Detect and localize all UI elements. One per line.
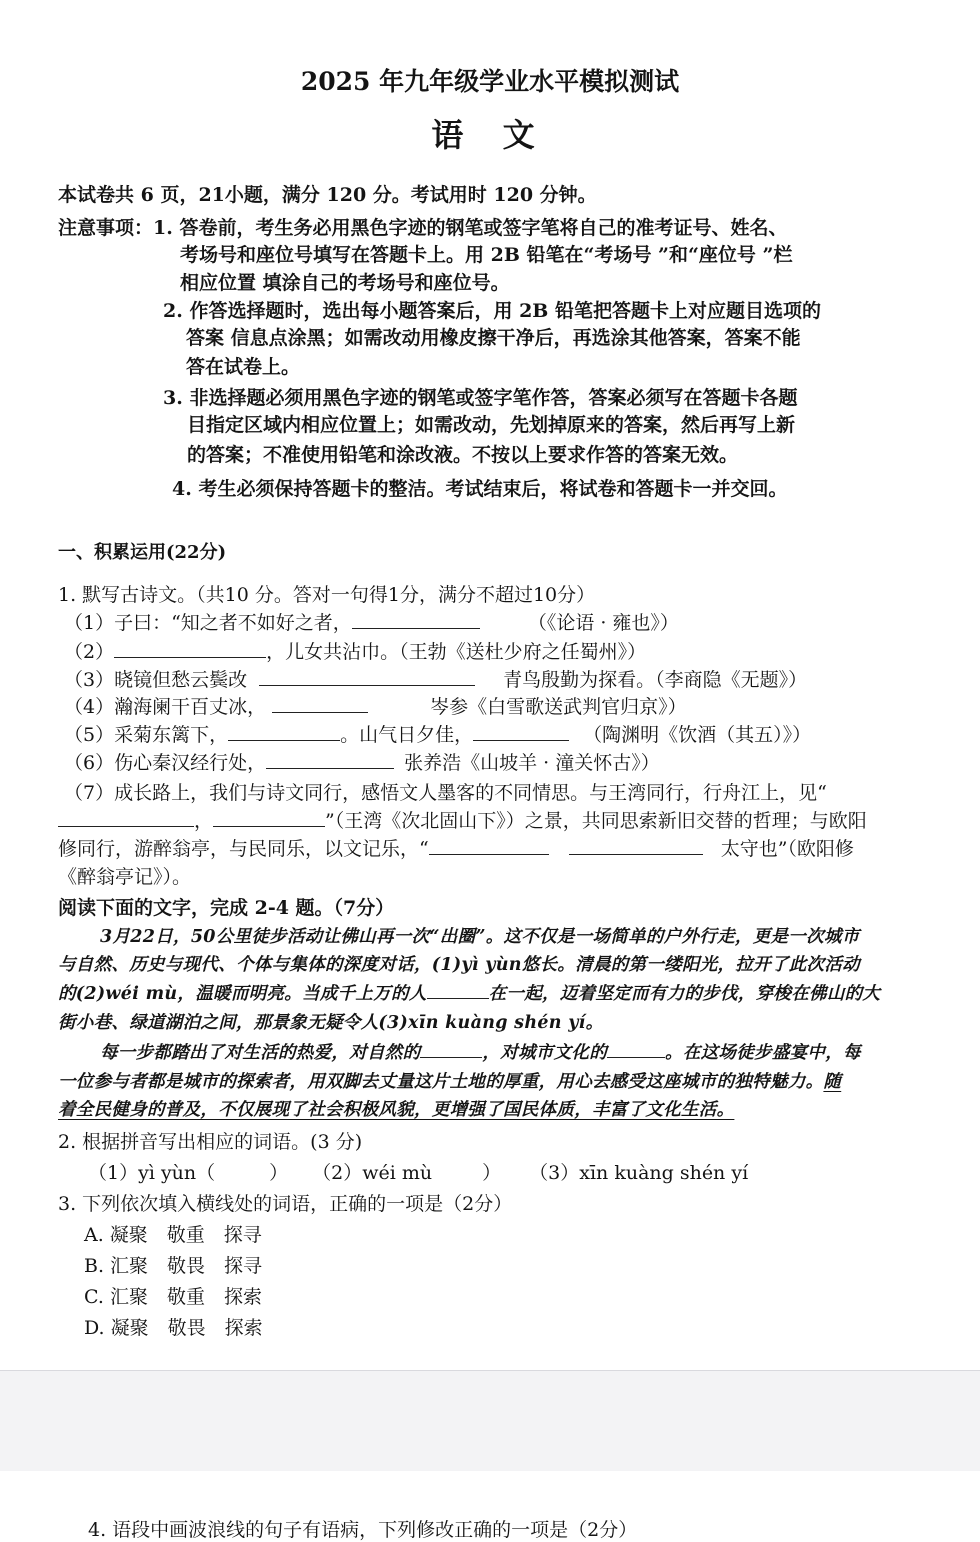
answer-blank[interactable] (259, 669, 475, 686)
passage-line: 与自然、历史与现代、个体与集体的深度对话，(1)yì yùn悠长。清晨的第一缕阳光，拉开了此次活动 (58, 955, 860, 975)
exam-page-2 (0, 1471, 980, 1541)
wavy-sentence: 随 (823, 1072, 842, 1092)
notice-line: 的答案；不准使用铅笔和涂改液。不按以上要求作答的答案无效。 (187, 444, 739, 466)
reading-intro: 阅读下面的文字，完成 2-4 题。（7分） (58, 897, 395, 919)
answer-blank[interactable] (272, 696, 368, 713)
answer-blank[interactable] (58, 810, 194, 827)
notice-line: 考场号和座位号填写在答题卡上。用 2B 铅笔在“考场号 ”和“座位号 ”栏 (180, 244, 793, 266)
passage-line: 一位参与者都是城市的探索者，用双脚去丈量这片土地的厚重，用心去感受这座城市的独特魅力。随 (58, 1072, 842, 1092)
page-gap (0, 1370, 980, 1472)
q1-item-5: （5）采菊东篱下， 。山气日夕佳， （陶渊明《饮酒（其五）》） (64, 724, 812, 746)
q1-item-1: （1）子曰：“知之者不如好之者， （《论语 · 雍也》） (64, 612, 679, 634)
q1-item-4: （4）瀚海阑干百丈冰， 岑参《白雪歌送武判官归京》） (64, 696, 687, 718)
wavy-sentence: 着全民健身的普及，不仅展现了社会积极风貌，更增强了国民体质，丰富了文化生活。 (58, 1100, 735, 1120)
subject-title: 语 文 (431, 116, 549, 154)
exam-intro: 本试卷共 6 页，21小题，满分 120 分。考试用时 120 分钟。 (58, 184, 597, 206)
notice-line: 4. 考生必须保持答题卡的整洁。考试结束后，将试卷和答题卡一并交回。 (172, 478, 788, 500)
q3-option-a[interactable]: A. 凝聚 敬重 探寻 (84, 1224, 262, 1246)
notice-line: 3. 非选择题必须用黑色字迹的钢笔或签字笔作答，答案必须写在答题卡各题 (163, 387, 798, 409)
notice-line: 答在试卷上。 (186, 356, 301, 378)
answer-blank[interactable] (429, 838, 549, 855)
q2-stem: 2. 根据拼音写出相应的词语。(3 分) (58, 1131, 363, 1153)
answer-blank[interactable] (569, 838, 703, 855)
answer-blank[interactable] (228, 724, 340, 741)
answer-blank[interactable] (427, 984, 489, 999)
exam-title: 2025 年九年级学业水平模拟测试 (300, 67, 680, 96)
notice-line: 相应位置 填涂自己的考场号和座位号。 (180, 272, 510, 294)
q3-option-d[interactable]: D. 凝聚 敬畏 探索 (84, 1317, 263, 1339)
q1-item-6: （6）伤心秦汉经行处， 张养浩《山坡羊 · 潼关怀古》） (64, 752, 660, 774)
q1-item-3: （3）晓镜但愁云鬓改 青鸟殷勤为探看。（李商隐《无题》） (64, 669, 808, 691)
answer-blank[interactable] (352, 612, 480, 629)
answer-blank[interactable] (266, 752, 394, 769)
answer-blank[interactable] (420, 1043, 482, 1058)
notice-line: 2. 作答选择题时，选出每小题答案后，用 2B 铅笔把答题卡上对应题目选项的 (163, 300, 821, 322)
section-heading: 一、积累运用(22分) (58, 542, 227, 563)
q2-items: （1）yì yùn（ ） （2）wéi mù ） （3）xīn kuàng shén yí (88, 1162, 749, 1184)
answer-blank[interactable] (114, 641, 266, 658)
answer-blank[interactable] (607, 1043, 665, 1058)
q1-item-7-line3: 修同行，游醉翁亭，与民同乐，以文记乐，“ 太守也”（欧阳修 (58, 838, 854, 860)
q3-option-b[interactable]: B. 汇聚 敬畏 探寻 (84, 1255, 263, 1277)
answer-blank[interactable] (473, 724, 569, 741)
passage-line: 街小巷、绿道湖泊之间，那景象无疑令人(3)xīn kuàng shén yí。 (58, 1013, 604, 1033)
answer-blank[interactable] (213, 810, 325, 827)
q3-option-c[interactable]: C. 汇聚 敬重 探索 (84, 1286, 262, 1308)
passage-line: 3月22日，50公里徒步活动让佛山再一次“出圈”。这不仅是一场简单的户外行走，更是一次城市 (100, 927, 860, 947)
q3-stem: 3. 下列依次填入横线处的词语，正确的一项是（2分） (58, 1193, 513, 1215)
q1-stem: 1. 默写古诗文。（共10 分。答对一句得1分，满分不超过10分） (58, 584, 596, 606)
notice-line: 答案 信息点涂黑；如需改动用橡皮擦干净后，再选涂其他答案，答案不能 (186, 327, 801, 349)
passage-line: 每一步都踏出了对生活的热爱，对自然的 ，对城市文化的 。在这场徒步盛宴中，每 (100, 1043, 861, 1063)
notice-line: 目指定区域内相应位置上；如需改动，先划掉原来的答案，然后再写上新 (187, 414, 796, 436)
q1-item-7-line2: ， ”（王湾《次北固山下》）之景，共同思索新旧交替的哲理；与欧阳 (58, 806, 867, 833)
q4-stem: 4. 语段中画波浪线的句子有语病，下列修改正确的一项是（2分） (88, 1519, 638, 1541)
passage-line: 的(2)wéi mù，温暖而明亮。当成千上万的人 在一起，迈着坚定而有力的步伐，穿梭在佛山的大 (58, 984, 881, 1004)
q1-item-7: （7）成长路上，我们与诗文同行，感悟文人墨客的不同情思。与王湾同行，行舟江上，见“ (64, 782, 827, 804)
notice-line: 注意事项：1. 答卷前，考生务必用黑色字迹的钢笔或签字笔将自己的准考证号、姓名、 (58, 217, 788, 239)
q1-item-7-line4: 《醉翁亭记》）。 (58, 866, 192, 888)
q1-item-2: （2） ，儿女共沾巾。（王勃《送杜少府之任蜀州》） (64, 641, 647, 663)
